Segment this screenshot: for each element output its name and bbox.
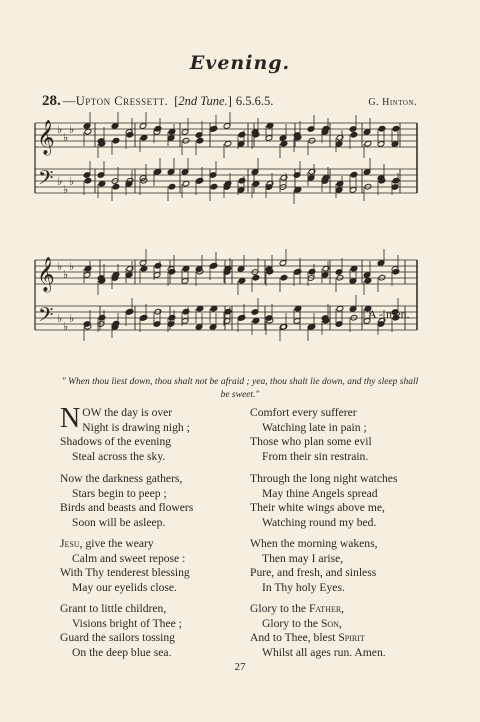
verse-line: Visions bright of Thee ; [72,616,182,630]
treble-clef: 𝄞 [37,257,55,292]
note-head [392,125,400,132]
note-head [238,131,246,138]
hymn-meter: 6.5.6.5. [235,94,274,108]
verse-line: And to Thee, blest Spirit [250,631,365,645]
flat-sign: ♭ [57,313,63,325]
verse-line: Watching round my bed. [262,515,377,529]
verse-line: Guard the sailors tossing [60,631,175,645]
note-head [168,314,176,321]
verse-line: Shadows of the evening [60,435,172,449]
verse-line: In Thy holy Eyes. [262,580,345,594]
flat-sign: ♭ [63,269,69,281]
flat-sign: ♭ [69,261,75,273]
note-head [392,177,400,184]
note-head [126,131,134,138]
verse-line: Grant to little children, [60,602,167,615]
flat-sign: ♭ [63,132,69,144]
note-head [84,177,92,184]
note-head [210,262,218,269]
verse-line: Watching late in pain ; [262,420,367,434]
stanza-7 [250,537,440,595]
verse-line: Their white wings above me, [250,501,385,515]
note-head [196,177,204,184]
bass-clef: 𝄢 [38,166,54,194]
note-head [322,125,330,132]
note-head [182,308,190,315]
flat-sign: ♭ [57,261,63,273]
page-title: Evening. [189,52,291,74]
flat-sign: ♭ [63,321,69,333]
note-head [112,137,120,144]
verse-line: NOW the day is over [60,403,173,434]
verse-line: Jesu, give the weary [60,537,154,550]
verse-line: May thine Angels spread [262,486,378,500]
flat-sign: ♭ [57,124,63,136]
flat-sign: ♭ [57,176,63,188]
note-head [112,320,120,327]
note-head [154,262,162,269]
note-head [154,125,162,132]
verse-line: Comfort every sufferer [250,406,357,419]
stanza-8 [250,602,440,660]
verse-line: Stars begin to peep ; [72,486,167,500]
verse-line: Then may I arise, [262,551,344,565]
verse-line: Pure, and fresh, and sinless [250,566,377,580]
note-head [392,268,400,275]
note-head [350,171,358,178]
verse-line: On the deep blue sea. [72,645,172,659]
verse-line: Night is drawing nigh ; [82,420,190,434]
note-head [210,125,218,132]
stanza-2 [60,472,250,530]
verse-line: May our eyelids close. [72,580,177,594]
verse-line: Soon will be asleep. [72,515,166,529]
note-head [98,314,106,321]
stanza-4 [60,602,250,660]
page-number: 27 [234,661,246,673]
verse-line: From their sin restrain. [262,449,369,463]
bass-clef: 𝄢 [38,303,54,331]
footnote: " When thou liest down, thou shalt not be afraid ; yea, thou shalt lie down, and thy sleep shall be sweet." [61,377,419,400]
flat-sign: ♭ [63,184,69,196]
stanza-6 [250,472,440,530]
stanza-5 [250,406,440,464]
stanza-3 [60,537,250,595]
note-head [350,131,358,138]
verse-line: Calm and sweet repose : [72,551,186,565]
note-head [308,268,316,275]
verse-line: Glory to the Son, [262,616,342,630]
composer-name: G. Hinton. [368,97,417,108]
note-head [294,268,302,275]
note-head [210,183,218,190]
note-head [112,183,120,190]
flat-sign: ♭ [69,313,75,325]
flat-sign: ♭ [69,176,75,188]
tune-name: —Upton Cressett. [62,94,169,108]
verse-line: When the morning wakens, [250,537,378,550]
note-head [238,177,246,184]
note-head [140,314,148,321]
amen-label: A - men. [368,307,410,321]
verse-line: Now the darkness gathers, [60,472,183,485]
treble-clef: 𝄞 [37,120,55,155]
verse-line: Those who plan some evil [250,435,372,449]
flat-sign: ♭ [69,124,75,136]
note-head [378,125,386,132]
verse-line: Through the long night watches [250,472,398,485]
verse-line: Birds and beasts and flowers [60,501,194,515]
verse-line: Glory to the Father, [250,602,345,615]
drop-cap: N [60,403,81,434]
note-head [238,314,246,321]
note-head [196,137,204,144]
note-head [168,268,176,275]
verse-line: Steal across the sky. [72,449,166,463]
tune-note: [2nd Tune.] [174,94,232,108]
verse-line: Whilst all ages run. Amen. [262,645,386,659]
note-head [168,183,176,190]
note-head [280,274,288,281]
verse-line: With Thy tenderest blessing [60,566,190,580]
stanza-1 [60,403,250,464]
hymn-number: 28. [42,93,61,109]
note-head [252,274,260,281]
